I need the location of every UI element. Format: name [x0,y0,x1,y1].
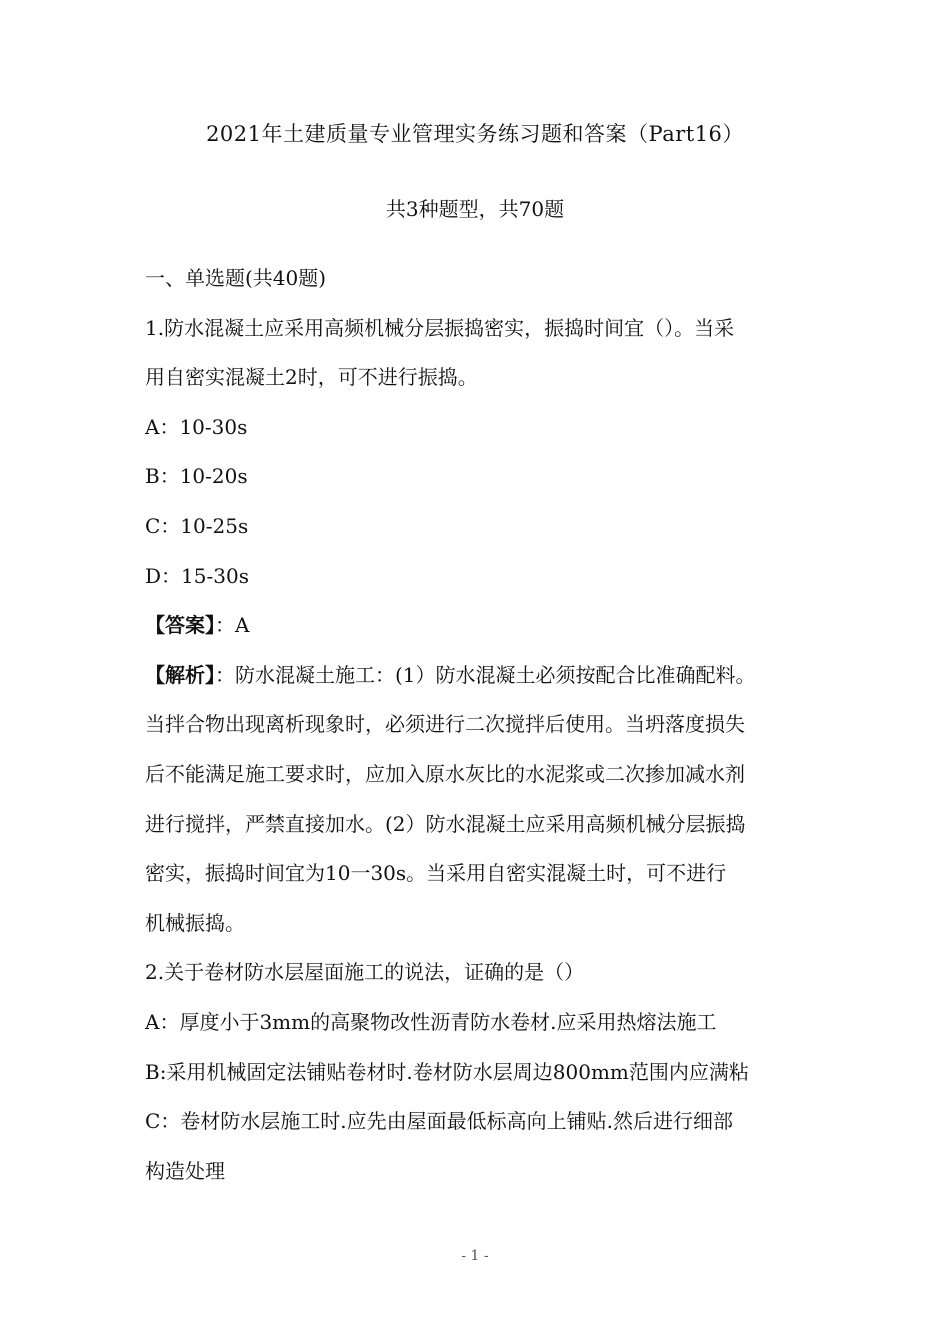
document-title: 2021年土建质量专业管理实务练习题和答案（Part16） [206,122,744,146]
question-2-option-c: C：卷材防水层施工时.应先由屋面最低标高向上铺贴.然后进行细部 [145,1109,734,1134]
analysis-label: 【解析】 [145,662,215,687]
question-1-stem-line-1: 1.防水混凝土应采用高频机械分层振捣密实，振捣时间宜（）。当采 [145,315,735,340]
question-1-analysis-line-1 [145,651,810,701]
question-1-analysis-line-2: 当拌合物出现离析现象时，必须进行二次搅拌后使用。当坍落度损失 [145,712,745,737]
question-2-option-c-cont: 构造处理 [145,1158,225,1183]
question-1-analysis-line-4: 进行搅拌，严禁直接加水。(2）防水混凝土应采用高频机械分层振捣 [145,811,746,836]
question-1-analysis-line-3: 后不能满足施工要求时，应加入原水灰比的水泥浆或二次掺加减水剂 [145,761,745,786]
question-2-stem-line-1: 2.关于卷材防水层屋面施工的说法，证确的是（） [145,960,585,985]
question-1-option-b: B：10-20s [145,464,248,489]
question-2-option-a: A：厚度小于3mm的高聚物改性沥青防水卷材.应采用热熔法施工 [145,1009,717,1034]
analysis-text: ：防水混凝土施工：(1）防水混凝土必须按配合比准确配料。 [215,662,756,687]
document-body [145,254,810,1196]
question-2-option-b: B:采用机械固定法铺贴卷材时.卷材防水层周边800mm范围内应满粘 [145,1059,749,1084]
answer-value: ：A [215,613,250,638]
question-1-option-c: C：10-25s [145,513,249,538]
question-1-analysis-line-5: 密实，振捣时间宜为10一30s。当采用自密实混凝土时，可不进行 [145,861,727,886]
question-1-analysis-line-6: 机械振捣。 [145,910,245,935]
question-1-option-d: D：15-30s [145,563,249,588]
question-1-stem-line-2: 用自密实混凝土2时，可不进行振捣。 [145,365,478,390]
question-1-answer [145,601,810,651]
question-1-option-a: A：10-30s [145,414,248,439]
answer-label: 【答案】 [145,613,215,638]
document-subtitle: 共3种题型，共70题 [385,197,565,221]
page-number: - 1 - [461,1248,489,1264]
section-heading: 一、单选题(共40题) [145,266,327,290]
